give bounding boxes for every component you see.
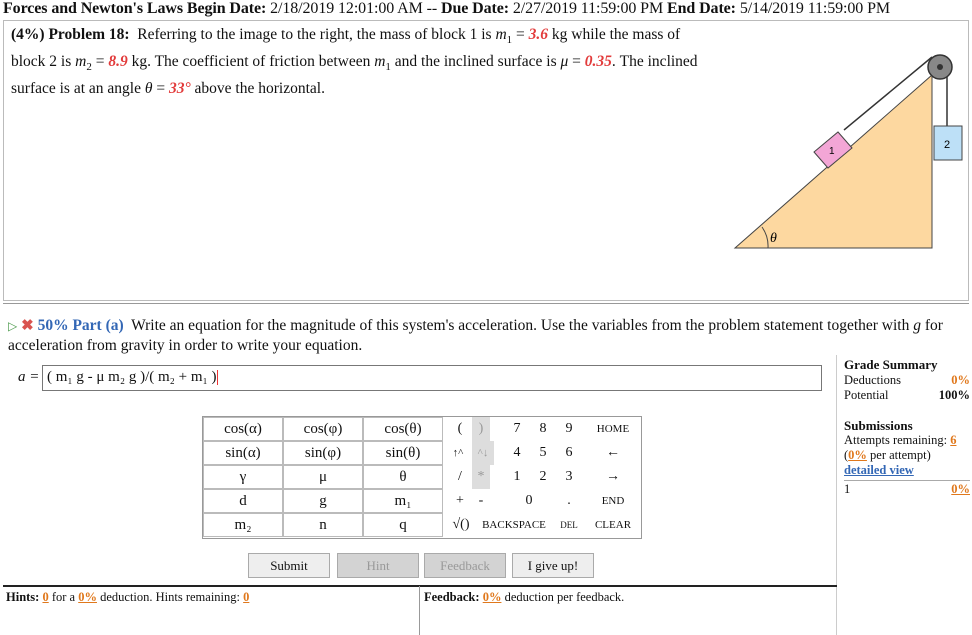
key-del[interactable]: DEL (560, 520, 578, 530)
key-divide[interactable]: / (458, 469, 462, 484)
m1-symbol: m (374, 53, 386, 71)
part-a-label: 50% Part (a) (37, 317, 124, 334)
variable-grid (203, 417, 443, 537)
key-8[interactable]: 8 (539, 421, 547, 436)
equals-sign: = (95, 53, 105, 71)
grade-summary-title: Grade Summary (844, 357, 938, 372)
problem-text-5: . The inclined surface is at an angle (11, 53, 698, 98)
detailed-view-link[interactable]: detailed view (844, 463, 914, 477)
key-7[interactable]: 7 (513, 421, 521, 436)
attempts-label: Attempts remaining: (844, 433, 948, 447)
problem-number: Problem 18: (48, 26, 130, 43)
due-date-label: Due Date: (441, 0, 509, 17)
assignment-name: Forces and Newton's Laws (3, 0, 183, 17)
date-separator: -- (426, 0, 438, 17)
key-6[interactable]: 6 (565, 445, 573, 460)
answer-label-text: a = (18, 369, 40, 385)
hints-remaining: 0 (243, 590, 250, 604)
key-2[interactable]: 2 (539, 469, 547, 484)
number-pad (445, 417, 641, 539)
key-right-arrow[interactable]: → (606, 469, 620, 484)
key-var-4[interactable]: sin(φ) (283, 441, 363, 465)
grade-summary (844, 357, 970, 403)
due-date: 2/27/2019 11:59:00 PM (512, 0, 664, 17)
key-sqrt[interactable]: √() (452, 517, 470, 532)
key-var-12[interactable]: m₂ (203, 513, 283, 537)
hints-label: Hints: (6, 590, 40, 604)
answer-input[interactable] (42, 365, 822, 391)
feedback-text: deduction per feedback. (504, 590, 625, 604)
hints-info (6, 590, 249, 605)
key-4[interactable]: 4 (513, 445, 521, 460)
problem-weight: (4%) (11, 26, 45, 43)
feedback-info (424, 590, 624, 605)
section-divider (3, 303, 969, 304)
key-var-10[interactable]: g (283, 489, 363, 513)
key-1[interactable]: 1 (513, 469, 521, 484)
m2-symbol: m (75, 53, 87, 71)
key-var-8[interactable]: θ (363, 465, 443, 489)
bar-divider (419, 586, 420, 635)
problem-text-6: above the horizontal. (194, 80, 325, 98)
key-end[interactable]: END (601, 495, 625, 507)
m1-value: 3.6 (528, 26, 549, 43)
part-a-question (8, 316, 966, 355)
key-paren-open[interactable]: ( (457, 421, 463, 436)
block-2-label: 2 (944, 139, 951, 151)
potential-label: Potential (844, 388, 889, 402)
pulley-axle (937, 64, 943, 70)
potential-value: 100% (938, 388, 970, 402)
assignment-title (3, 0, 890, 18)
m1-subscript: 1 (506, 34, 513, 47)
problem-text-3: kg. The coefficient of friction between (131, 53, 371, 71)
submissions-title: Submissions (844, 418, 913, 433)
problem-text-2: kg while the mass of block 2 is (11, 26, 681, 71)
key-5[interactable]: 5 (539, 445, 547, 460)
hint-button[interactable]: Hint (337, 553, 419, 578)
key-var-3[interactable]: sin(α) (203, 441, 283, 465)
incorrect-x-icon: ✖ (21, 318, 34, 334)
key-9[interactable]: 9 (565, 421, 573, 436)
m2-value: 8.9 (108, 53, 128, 71)
key-var-7[interactable]: μ (283, 465, 363, 489)
key-minus[interactable]: - (478, 493, 484, 508)
theta-value: 33° (168, 80, 191, 98)
attempt-pct: 0% (951, 482, 970, 496)
m1-symbol: m (495, 26, 507, 43)
key-decimal[interactable]: . (567, 493, 571, 508)
key-plus[interactable]: + (456, 493, 464, 508)
answer-label (18, 369, 39, 386)
attempt-number: 1 (844, 482, 851, 496)
equals-sign: = (572, 53, 581, 71)
key-var-14[interactable]: q (363, 513, 443, 537)
submit-button[interactable]: Submit (248, 553, 330, 578)
expand-triangle-icon[interactable]: ▷ (8, 319, 18, 333)
key-multiply[interactable]: * (472, 465, 490, 489)
question-text: Write an equation for the magnitude of this system's acceleration. Use the variables from the problem statement together with (131, 317, 910, 334)
key-3[interactable]: 3 (565, 469, 573, 484)
mu-symbol: μ (560, 53, 569, 71)
key-var-1[interactable]: cos(φ) (283, 417, 363, 441)
key-clear[interactable]: CLEAR (594, 519, 632, 531)
per-attempt-label: per attempt) (870, 448, 931, 462)
begin-date: 2/18/2019 12:01:00 AM (270, 0, 423, 17)
key-var-11[interactable]: m₁ (363, 489, 443, 513)
give-up-button[interactable]: I give up! (512, 553, 594, 578)
hints-pct: 0% (78, 590, 97, 604)
key-left-arrow[interactable]: ← (606, 445, 620, 460)
key-var-5[interactable]: sin(θ) (363, 441, 443, 465)
key-subscript[interactable]: ^↓ (472, 441, 494, 465)
equals-sign: = (156, 80, 166, 98)
key-var-2[interactable]: cos(θ) (363, 417, 443, 441)
mu-value: 0.35 (584, 53, 612, 71)
incline-figure (720, 30, 970, 255)
feedback-label: Feedback: (424, 590, 480, 604)
key-var-6[interactable]: γ (203, 465, 283, 489)
problem-text-1: Referring to the image to the right, the mass of block 1 is (137, 26, 492, 43)
end-date: 5/14/2019 11:59:00 PM (739, 0, 891, 17)
text-caret (217, 370, 218, 385)
problem-text-4: and the inclined surface is (394, 53, 557, 71)
key-backspace[interactable]: BACKSPACE (482, 519, 546, 531)
equation-keypad (202, 416, 642, 539)
key-home[interactable]: HOME (596, 423, 630, 435)
attempts-remaining: 6 (950, 433, 957, 447)
key-var-13[interactable]: n (283, 513, 363, 537)
key-paren-close[interactable]: ) (472, 417, 490, 441)
block-1-label: 1 (829, 146, 835, 157)
question-text-2: for acceleration from gravity in order to write your equation. (8, 317, 943, 354)
problem-statement (11, 24, 701, 99)
deductions-label: Deductions (844, 373, 901, 387)
g-symbol: g (913, 317, 921, 334)
hints-for-a: for a (51, 590, 76, 604)
attempt-row (844, 480, 970, 497)
per-attempt-pct: 0% (848, 448, 867, 462)
key-0[interactable]: 0 (525, 493, 533, 508)
begin-date-label: Begin Date: (186, 0, 267, 17)
key-superscript[interactable]: ↑^ (452, 447, 464, 459)
feedback-button[interactable]: Feedback (424, 553, 506, 578)
feedback-pct: 0% (482, 590, 502, 604)
hints-text: deduction. Hints remaining: (100, 590, 240, 604)
submissions-panel (844, 418, 970, 497)
deductions-value: 0% (951, 373, 970, 387)
key-var-9[interactable]: d (203, 489, 283, 513)
theta-symbol: θ (144, 80, 153, 98)
paren: ( (844, 448, 849, 462)
equals-sign: = (516, 26, 525, 43)
answer-value: ( m₁ g - μ m₂ g )/( m₂ + m₁ ) (47, 369, 217, 385)
key-var-0[interactable]: cos(α) (203, 417, 283, 441)
angle-label: θ (770, 231, 777, 246)
end-date-label: End Date: (667, 0, 736, 17)
hints-count: 0 (42, 590, 49, 604)
m1-subscript: 1 (385, 61, 391, 74)
m2-subscript: 2 (86, 61, 92, 74)
